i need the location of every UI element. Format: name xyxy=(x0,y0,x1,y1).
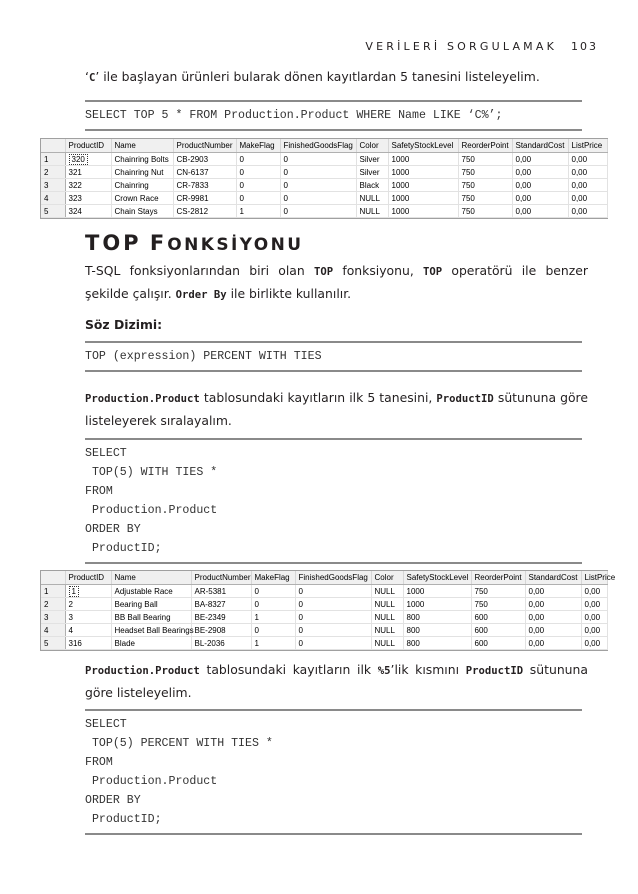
table-cell[interactable]: CS-2812 xyxy=(173,205,236,218)
table-cell[interactable]: 0 xyxy=(295,611,371,624)
code-line: ORDER BY xyxy=(85,523,141,536)
table-cell[interactable]: 0 xyxy=(236,192,280,205)
row-number[interactable]: 1 xyxy=(41,153,65,166)
table-cell[interactable]: CN-6137 xyxy=(173,166,236,179)
table-cell[interactable]: Black xyxy=(356,179,388,192)
table-cell[interactable]: Crown Race xyxy=(111,192,173,205)
inline-code: ProductID xyxy=(465,665,524,677)
result-table xyxy=(41,139,608,218)
column-header[interactable]: ProductNumber xyxy=(173,139,236,153)
table-cell[interactable]: Silver xyxy=(356,153,388,166)
inline-code: TOP xyxy=(313,266,334,278)
table-row[interactable] xyxy=(41,624,607,637)
row-number[interactable]: 2 xyxy=(41,166,65,179)
table-cell[interactable]: 800 xyxy=(403,624,471,637)
table-cell[interactable]: 324 xyxy=(65,205,111,218)
row-number[interactable]: 1 xyxy=(41,585,65,598)
row-number[interactable]: 2 xyxy=(41,598,65,611)
table-cell[interactable]: 750 xyxy=(458,166,512,179)
table-cell[interactable]: 0 xyxy=(251,598,295,611)
table-row[interactable] xyxy=(41,637,607,650)
table-cell[interactable]: NULL xyxy=(356,205,388,218)
inline-code: Production.Product xyxy=(85,665,200,677)
table-cell[interactable]: 800 xyxy=(403,637,471,650)
row-number[interactable]: 4 xyxy=(41,624,65,637)
table-row[interactable] xyxy=(41,611,607,624)
column-header[interactable]: FinishedGoodsFlag xyxy=(280,139,356,153)
column-header[interactable]: Name xyxy=(111,571,191,585)
table-cell[interactable]: BA-8327 xyxy=(191,598,251,611)
table-cell[interactable]: 750 xyxy=(458,179,512,192)
table-cell[interactable]: CR-7833 xyxy=(173,179,236,192)
table-cell[interactable]: NULL xyxy=(371,637,403,650)
table-cell[interactable]: 1 xyxy=(65,585,111,598)
table-cell[interactable]: 1000 xyxy=(388,179,458,192)
table-cell[interactable]: 0 xyxy=(280,153,356,166)
table-cell[interactable]: 0,00 xyxy=(512,179,568,192)
row-number[interactable]: 5 xyxy=(41,205,65,218)
table-cell[interactable]: 0 xyxy=(280,192,356,205)
column-header[interactable]: ListPrice xyxy=(568,139,607,153)
table-cell[interactable]: NULL xyxy=(371,598,403,611)
result-grid-1 xyxy=(40,138,608,219)
table-cell[interactable]: 800 xyxy=(403,611,471,624)
table-cell[interactable]: 2 xyxy=(65,598,111,611)
code-block-1 xyxy=(85,100,582,131)
row-number[interactable]: 3 xyxy=(41,611,65,624)
table-cell[interactable]: Headset Ball Bearings xyxy=(111,624,191,637)
table-cell[interactable]: 0,00 xyxy=(581,637,607,650)
result-grid-2 xyxy=(40,570,616,651)
code-line: SELECT xyxy=(85,447,127,460)
page-number: 103 xyxy=(571,40,598,53)
table-cell[interactable]: NULL xyxy=(371,611,403,624)
table-cell[interactable]: 0 xyxy=(236,179,280,192)
column-header[interactable]: SafetyStockLevel xyxy=(403,571,471,585)
inline-code: ProductID xyxy=(436,393,494,405)
table-cell[interactable]: BL-2036 xyxy=(191,637,251,650)
table-cell[interactable]: 750 xyxy=(471,598,525,611)
column-header[interactable]: SafetyStockLevel xyxy=(388,139,458,153)
code-line: ProductID; xyxy=(85,813,162,826)
table-header-row xyxy=(41,139,607,153)
table-cell[interactable]: 0,00 xyxy=(512,205,568,218)
paragraph-percent: Production.Product tablosundaki kayıtların ilk %5’lik kısmını ProductID sütununa göre listeleyelim. xyxy=(85,662,588,700)
inline-code: C xyxy=(88,72,96,84)
table-row[interactable] xyxy=(41,585,607,598)
table-cell[interactable]: Chain Stays xyxy=(111,205,173,218)
table-cell[interactable]: NULL xyxy=(371,585,403,598)
column-header[interactable]: FinishedGoodsFlag xyxy=(295,571,371,585)
inline-code: Production.Product xyxy=(85,393,200,405)
table-cell[interactable]: Silver xyxy=(356,166,388,179)
table-header-row xyxy=(41,571,607,585)
table-cell[interactable]: 0 xyxy=(280,166,356,179)
table-cell[interactable]: 0,00 xyxy=(512,192,568,205)
table-cell[interactable]: 750 xyxy=(458,192,512,205)
table-cell[interactable]: 0 xyxy=(251,624,295,637)
table-cell[interactable]: 0,00 xyxy=(581,624,607,637)
code-line: FROM xyxy=(85,756,113,769)
intro-paragraph: ‘C’ ile başlayan ürünleri bularak dönen kayıtlardan 5 tanesini listeleyelim. xyxy=(85,69,540,84)
table-cell[interactable]: Chainring xyxy=(111,179,173,192)
table-cell[interactable]: 1000 xyxy=(388,205,458,218)
table-row[interactable] xyxy=(41,179,607,192)
column-header[interactable]: StandardCost xyxy=(525,571,581,585)
table-cell[interactable]: 750 xyxy=(471,585,525,598)
running-header xyxy=(365,40,598,53)
table-cell[interactable]: 316 xyxy=(65,637,111,650)
code-line: Production.Product xyxy=(85,504,218,517)
code-block-3 xyxy=(85,438,582,564)
table-row[interactable] xyxy=(41,166,607,179)
table-cell[interactable]: 0,00 xyxy=(581,598,607,611)
column-header[interactable]: Color xyxy=(371,571,403,585)
result-table xyxy=(41,571,616,650)
table-cell[interactable]: Chainring Bolts xyxy=(111,153,173,166)
code-block-4 xyxy=(85,709,582,835)
column-header[interactable]: ListPrice xyxy=(581,571,607,585)
table-cell[interactable]: 0 xyxy=(280,179,356,192)
row-number[interactable]: 4 xyxy=(41,192,65,205)
table-row[interactable] xyxy=(41,598,607,611)
table-cell[interactable]: 1000 xyxy=(403,598,471,611)
table-cell[interactable]: 0 xyxy=(280,205,356,218)
column-header[interactable]: MakeFlag xyxy=(251,571,295,585)
table-row[interactable] xyxy=(41,205,607,218)
table-cell[interactable]: BE-2349 xyxy=(191,611,251,624)
code-line: Production.Product xyxy=(85,775,218,788)
table-cell[interactable]: 321 xyxy=(65,166,111,179)
column-header[interactable]: ProductID xyxy=(65,571,111,585)
paragraph-top-function: T-SQL fonksiyonlarından biri olan TOP fonksiyonu, TOP operatörü ile benzer şekilde çalışır. Order By ile birlikte kullanılır. xyxy=(85,263,589,301)
column-header xyxy=(41,139,65,153)
table-cell[interactable]: 1000 xyxy=(388,153,458,166)
table-cell[interactable]: 750 xyxy=(458,205,512,218)
table-cell[interactable]: 600 xyxy=(471,624,525,637)
table-cell[interactable]: 0 xyxy=(295,598,371,611)
table-cell[interactable]: Blade xyxy=(111,637,191,650)
column-header[interactable]: ReorderPoint xyxy=(458,139,512,153)
column-header[interactable]: ProductID xyxy=(65,139,111,153)
code-line: SELECT TOP 5 * FROM Production.Product WHERE Name LIKE ‘C%’; xyxy=(85,109,503,122)
code-line: FROM xyxy=(85,485,113,498)
table-cell[interactable]: BE-2908 xyxy=(191,624,251,637)
table-cell[interactable]: 1000 xyxy=(388,166,458,179)
table-cell[interactable]: 600 xyxy=(471,637,525,650)
table-cell[interactable]: 0 xyxy=(295,637,371,650)
row-number[interactable]: 5 xyxy=(41,637,65,650)
table-cell[interactable]: 4 xyxy=(65,624,111,637)
column-header[interactable]: StandardCost xyxy=(512,139,568,153)
table-cell[interactable]: Chainring Nut xyxy=(111,166,173,179)
section-title: TOP FONKSİYONU xyxy=(85,231,304,255)
table-cell[interactable]: 0 xyxy=(251,585,295,598)
inline-code: TOP xyxy=(423,266,443,278)
table-cell[interactable]: 0,00 xyxy=(568,205,607,218)
table-cell[interactable]: 1 xyxy=(236,205,280,218)
table-cell[interactable]: BB Ball Bearing xyxy=(111,611,191,624)
table-row[interactable] xyxy=(41,153,607,166)
code-line: TOP(5) WITH TIES * xyxy=(85,466,218,479)
table-cell[interactable]: 0,00 xyxy=(568,153,607,166)
table-cell[interactable]: 0,00 xyxy=(525,624,581,637)
table-cell[interactable]: 0 xyxy=(295,624,371,637)
table-cell[interactable]: 0,00 xyxy=(568,166,607,179)
table-cell[interactable]: 0,00 xyxy=(568,179,607,192)
table-cell[interactable]: 1 xyxy=(251,637,295,650)
table-cell[interactable]: NULL xyxy=(371,624,403,637)
syntax-label: Söz Dizimi: xyxy=(85,317,163,332)
table-cell[interactable]: CR-9981 xyxy=(173,192,236,205)
table-cell[interactable]: 1 xyxy=(251,611,295,624)
table-cell[interactable]: 0,00 xyxy=(581,585,607,598)
table-cell[interactable]: 1000 xyxy=(388,192,458,205)
table-cell[interactable]: 0 xyxy=(236,166,280,179)
chapter-title: VERİLERİ SORGULAMAK xyxy=(365,40,557,53)
column-header xyxy=(41,571,65,585)
paragraph-with-ties: Production.Product tablosundaki kayıtların ilk 5 tanesini, ProductID sütununa göre listeleyerek sıralayalım. xyxy=(85,390,588,428)
table-cell[interactable]: 600 xyxy=(471,611,525,624)
table-cell[interactable]: 322 xyxy=(65,179,111,192)
code-line: TOP(5) PERCENT WITH TIES * xyxy=(85,737,273,750)
table-cell[interactable]: NULL xyxy=(356,192,388,205)
row-number[interactable]: 3 xyxy=(41,179,65,192)
code-line: SELECT xyxy=(85,718,127,731)
column-header[interactable]: ProductNumber xyxy=(191,571,251,585)
table-cell[interactable]: AR-5381 xyxy=(191,585,251,598)
table-cell[interactable]: 1000 xyxy=(403,585,471,598)
column-header[interactable]: Color xyxy=(356,139,388,153)
column-header[interactable]: Name xyxy=(111,139,173,153)
code-line: ORDER BY xyxy=(85,794,141,807)
table-cell[interactable]: 0,00 xyxy=(512,166,568,179)
table-cell[interactable]: 0,00 xyxy=(525,611,581,624)
column-header[interactable]: ReorderPoint xyxy=(471,571,525,585)
table-cell[interactable]: Bearing Ball xyxy=(111,598,191,611)
table-cell[interactable]: 750 xyxy=(458,153,512,166)
inline-code: Order By xyxy=(175,289,227,301)
table-cell[interactable]: 0,00 xyxy=(512,153,568,166)
table-cell[interactable]: 0,00 xyxy=(525,585,581,598)
code-block-2 xyxy=(85,341,582,372)
table-cell[interactable]: 320 xyxy=(65,153,111,166)
table-cell[interactable]: 0,00 xyxy=(581,611,607,624)
table-cell[interactable]: 0,00 xyxy=(568,192,607,205)
table-cell[interactable]: 0,00 xyxy=(525,637,581,650)
table-cell[interactable]: 3 xyxy=(65,611,111,624)
column-header[interactable]: MakeFlag xyxy=(236,139,280,153)
table-cell[interactable]: CB-2903 xyxy=(173,153,236,166)
code-line: ProductID; xyxy=(85,542,162,555)
table-cell[interactable]: 323 xyxy=(65,192,111,205)
table-cell[interactable]: Adjustable Race xyxy=(111,585,191,598)
table-row[interactable] xyxy=(41,192,607,205)
code-line: TOP (expression) PERCENT WITH TIES xyxy=(85,350,322,363)
table-cell[interactable]: 0,00 xyxy=(525,598,581,611)
inline-code: %5 xyxy=(377,665,391,677)
table-cell[interactable]: 0 xyxy=(236,153,280,166)
table-cell[interactable]: 0 xyxy=(295,585,371,598)
